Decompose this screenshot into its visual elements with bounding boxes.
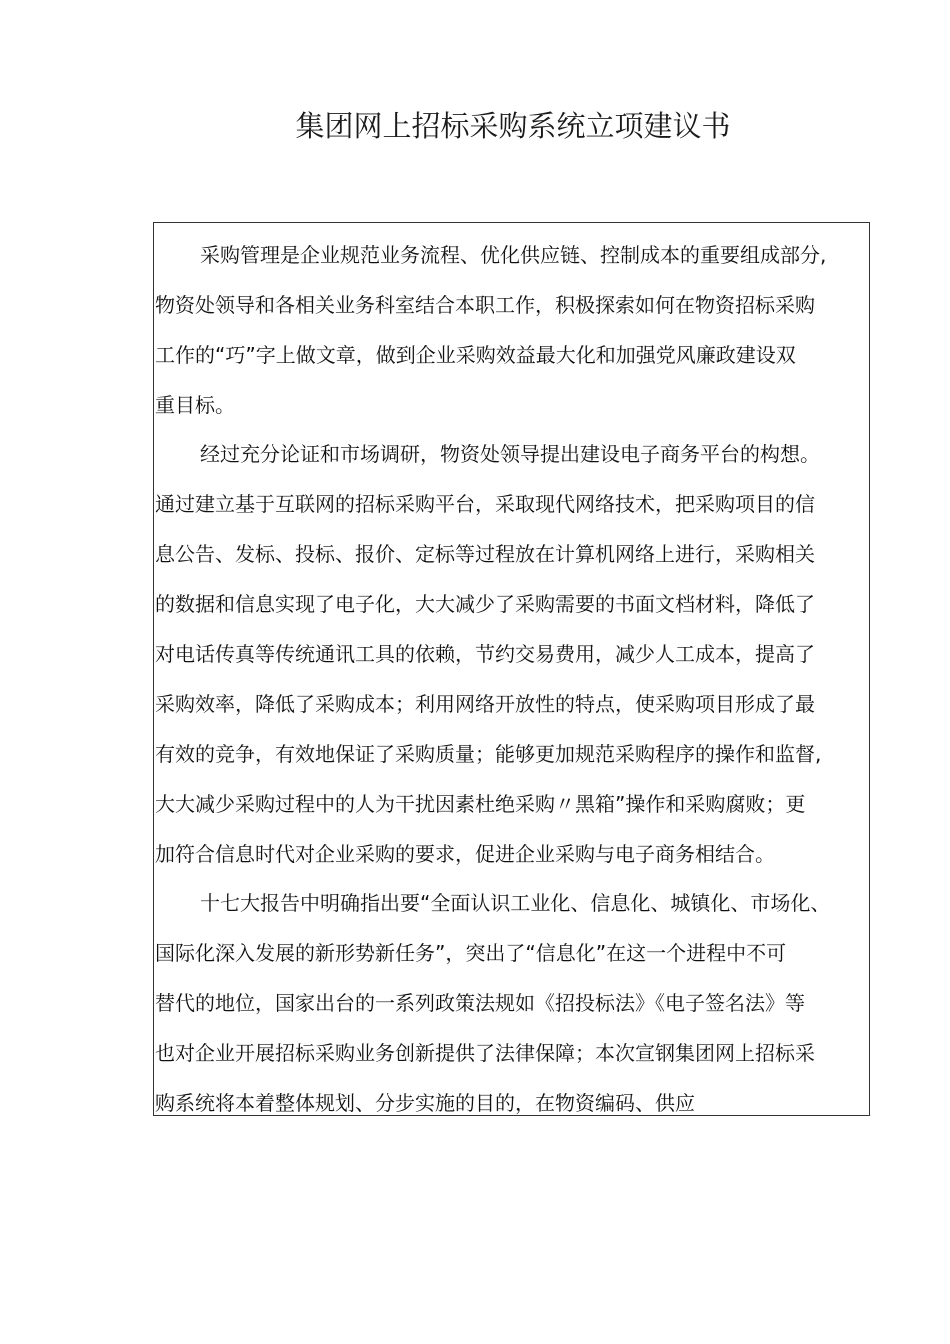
paragraph-2-line-7: 有效的竞争，有效地保证了采购质量；能够更加规范采购程序的操作和监督,: [155, 742, 822, 766]
paragraph-3-line-1: 十七大报告中明确指出要“全面认识工业化、信息化、城镇化、市场化、: [200, 891, 831, 915]
paragraph-3-line-4: 也对企业开展招标采购业务创新提供了法律保障；本次宣钢集团网上招标采: [155, 1041, 815, 1065]
paragraph-1-line-2: 物资处领导和各相关业务科室结合本职工作，积极探索如何在物资招标采购: [155, 293, 815, 317]
paragraph-2-line-4: 的数据和信息实现了电子化，大大减少了采购需要的书面文档材料，降低了: [155, 592, 815, 616]
paragraph-2-line-9: 加符合信息时代对企业采购的要求，促进企业采购与电子商务相结合。: [155, 842, 775, 866]
paragraph-1-line-1: 采购管理是企业规范业务流程、优化供应链、控制成本的重要组成部分,: [200, 243, 827, 267]
paragraph-2-line-2: 通过建立基于互联网的招标采购平台，采取现代网络技术，把采购项目的信: [155, 492, 815, 516]
paragraph-1-line-4: 重目标。: [155, 393, 235, 417]
paragraph-2-line-3: 息公告、发标、投标、报价、定标等过程放在计算机网络上进行，采购相关: [155, 542, 815, 566]
paragraph-3-line-5: 购系统将本着整体规划、分步实施的目的，在物资编码、供应: [155, 1091, 695, 1115]
paragraph-1-line-3: 工作的“巧”字上做文章，做到企业采购效益最大化和加强党风廉政建设双: [155, 343, 796, 367]
paragraph-3-line-2: 国际化深入发展的新形势新任务”，突出了“信息化”在这一个进程中不可: [155, 941, 787, 965]
paragraph-3-line-3: 替代的地位，国家出台的一系列政策法规如《招投标法》《电子签名法》等: [155, 991, 805, 1015]
paragraph-2-line-6: 采购效率，降低了采购成本；利用网络开放性的特点，使采购项目形成了最: [155, 692, 815, 716]
page-title: 集团网上招标采购系统立项建议书: [295, 109, 731, 143]
paragraph-2-line-8: 大大减少采购过程中的人为干扰因素杜绝采购〃黑箱”操作和采购腐败；更: [155, 792, 806, 816]
paragraph-2-line-1: 经过充分论证和市场调研，物资处领导提出建设电子商务平台的构想。: [200, 442, 820, 466]
paragraph-2-line-5: 对电话传真等传统通讯工具的依赖，节约交易费用，减少人工成本，提高了: [155, 642, 815, 666]
